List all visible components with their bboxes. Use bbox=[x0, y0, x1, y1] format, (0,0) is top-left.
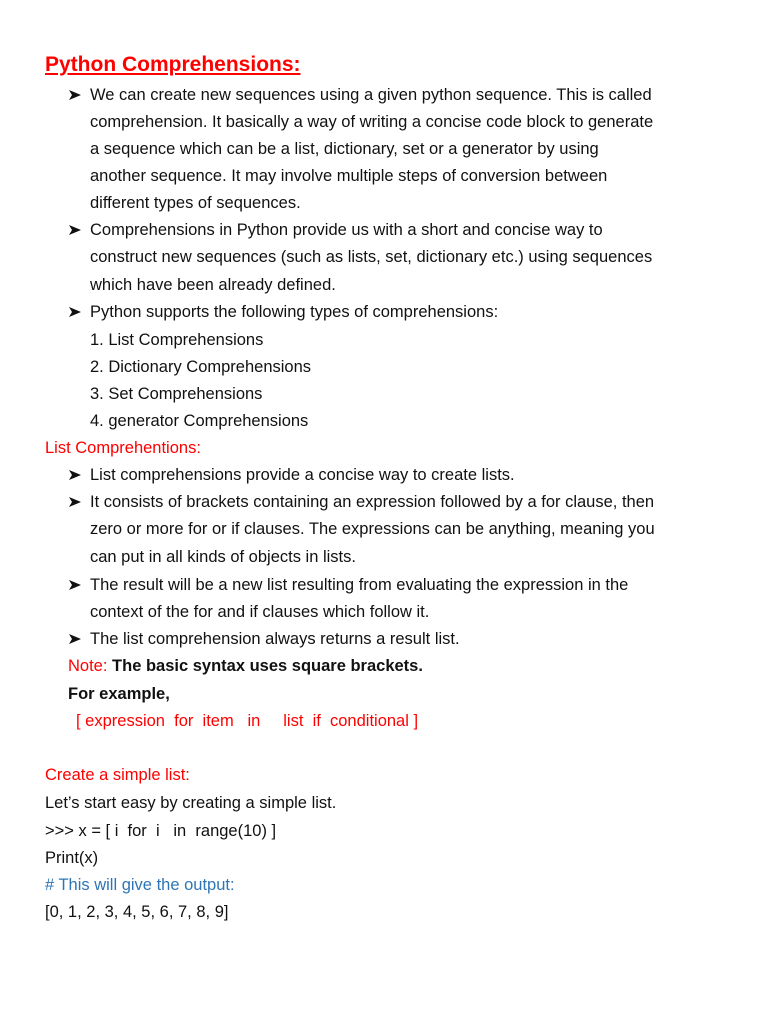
list-item-line: zero or more for or if clauses. The expressions can be anything, meaning you bbox=[90, 520, 655, 538]
note-label: Note: bbox=[68, 657, 108, 675]
list-item: 4. generator Comprehensions bbox=[90, 412, 309, 430]
list-item-line: The result will be a new list resulting from evaluating the expression in the bbox=[90, 576, 629, 594]
list-item-line: comprehension. It basically a way of writing a concise code block to generate bbox=[90, 113, 654, 131]
arrow-bullet-icon bbox=[68, 220, 84, 240]
arrow-bullet-icon bbox=[68, 302, 84, 322]
note-line bbox=[68, 656, 423, 676]
list-item: 1. List Comprehensions bbox=[90, 331, 264, 349]
arrow-bullet-icon bbox=[68, 629, 84, 649]
page-title: Python Comprehensions: bbox=[45, 53, 301, 76]
list-item-line: another sequence. It may involve multiple steps of conversion between bbox=[90, 167, 608, 185]
print-line: Print(x) bbox=[45, 849, 99, 867]
code-line: >>> x = [ i for i in range(10) ] bbox=[45, 822, 277, 840]
list-item-line: can put in all kinds of objects in lists. bbox=[90, 548, 356, 566]
list-item-line: Python supports the following types of comprehensions: bbox=[90, 303, 499, 321]
list-item-line: It consists of brackets containing an expression followed by a for clause, then bbox=[90, 493, 655, 511]
list-item-line: which have been already defined. bbox=[90, 276, 336, 294]
section-heading-list-comprehensions: List Comprehentions: bbox=[45, 439, 201, 457]
list-item-line: List comprehensions provide a concise way to create lists. bbox=[90, 466, 515, 484]
arrow-bullet-icon bbox=[68, 85, 84, 105]
list-item-line: context of the for and if clauses which follow it. bbox=[90, 603, 430, 621]
note-text: The basic syntax uses square brackets. bbox=[112, 657, 423, 675]
code-comment: # This will give the output: bbox=[45, 876, 235, 894]
output-line: [0, 1, 2, 3, 4, 5, 6, 7, 8, 9] bbox=[45, 903, 229, 921]
arrow-bullet-icon bbox=[68, 492, 84, 512]
arrow-bullet-icon bbox=[68, 575, 84, 595]
list-item-line: a sequence which can be a list, dictionary, set or a generator by using bbox=[90, 140, 599, 158]
list-item: 3. Set Comprehensions bbox=[90, 385, 263, 403]
example-label: For example, bbox=[68, 685, 170, 703]
list-item-line: The list comprehension always returns a result list. bbox=[90, 630, 460, 648]
list-item-line: Comprehensions in Python provide us with a short and concise way to bbox=[90, 221, 603, 239]
section-heading-simple-list: Create a simple list: bbox=[45, 766, 190, 784]
list-item: 2. Dictionary Comprehensions bbox=[90, 358, 312, 376]
list-item-line: We can create new sequences using a given python sequence. This is called bbox=[90, 86, 652, 104]
arrow-bullet-icon bbox=[68, 465, 84, 485]
simple-intro: Let’s start easy by creating a simple list. bbox=[45, 794, 337, 812]
list-item-line: different types of sequences. bbox=[90, 194, 301, 212]
syntax-line: [ expression for item in list if conditional ] bbox=[76, 712, 419, 730]
list-item-line: construct new sequences (such as lists, set, dictionary etc.) using sequences bbox=[90, 248, 653, 266]
